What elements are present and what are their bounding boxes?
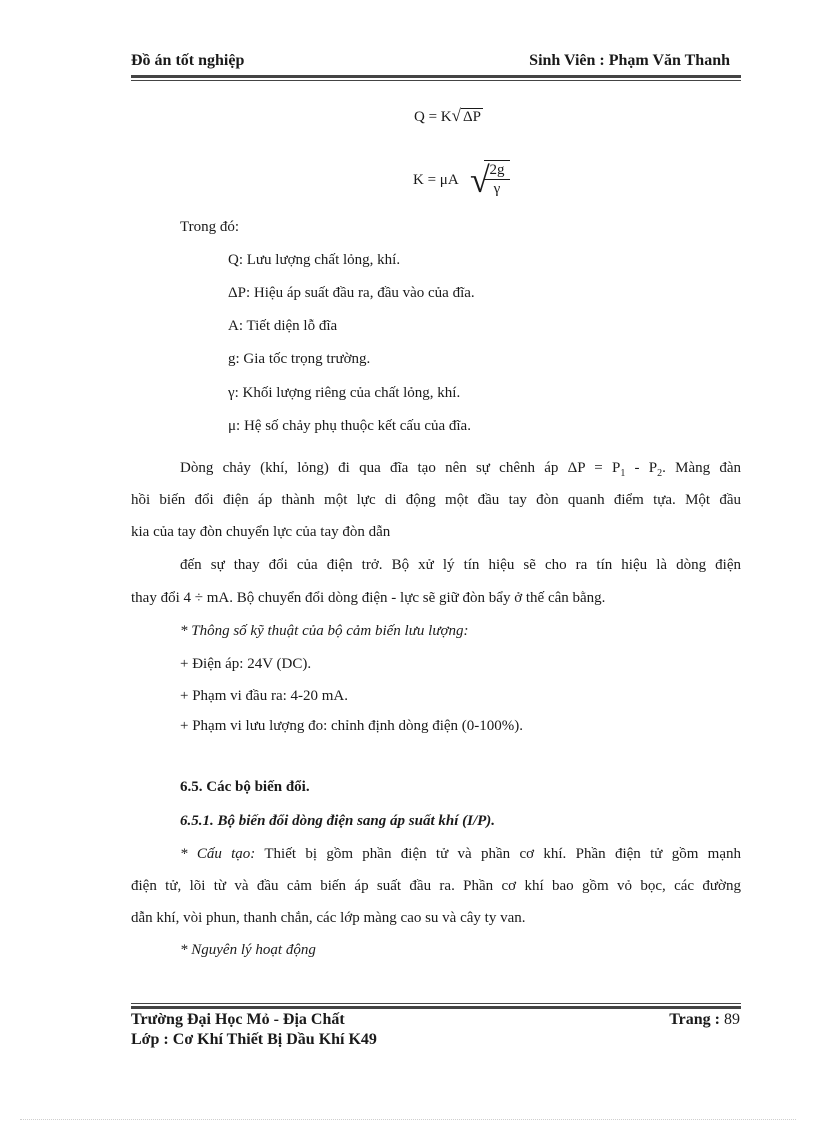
paragraph-line: dẫn khí, vòi phun, thanh chắn, các lớp màng cao su và cây ty van.: [131, 910, 526, 926]
legend-intro: Trong đó:: [180, 219, 240, 235]
formula-flow-lhs: Q = K: [414, 109, 452, 125]
paragraph-line: [180, 846, 741, 863]
legend-item: γ: Khối lượng riêng của chất lỏng, khí.: [228, 385, 461, 401]
paragraph-line: đến sự thay đổi của điện trở. Bộ xử lý tín hiệu sẽ cho ra tín hiệu là dòng điện: [180, 557, 741, 573]
paragraph-text: Thiết bị gồm phần điện tử và phần cơ khí. Phần điện tử gồm mạnh: [255, 846, 742, 862]
legend-item: Q: Lưu lượng chất lỏng, khí.: [228, 252, 401, 268]
paragraph-line: thay đổi 4 ÷ mA. Bộ chuyển đổi dòng điện - lực sẽ giữ đòn bẩy ở thế cân bằng.: [131, 590, 606, 606]
footer-rule-thin: [131, 1003, 741, 1004]
principle-label: * Nguyên lý hoạt động: [180, 942, 316, 958]
legend-item: μ: Hệ số chảy phụ thuộc kết cấu của đĩa.: [228, 418, 471, 434]
subsection-heading: 6.5.1. Bộ biến đổi dòng điện sang áp suất khí (I/P).: [180, 813, 496, 829]
page-number: 89: [724, 1011, 740, 1028]
subscript: 1: [620, 468, 626, 479]
specs-title: * Thông số kỹ thuật của bộ cảm biến lưu lượng:: [180, 623, 469, 639]
header-rule-thick: [131, 75, 741, 78]
footer-school: Trường Đại Học Mỏ - Địa Chất: [131, 1011, 345, 1028]
formula-coefficient-lhs: K = μA: [413, 172, 459, 188]
footer-class: Lớp : Cơ Khí Thiết Bị Dầu Khí K49: [131, 1031, 377, 1048]
paragraph-line: kia của tay đòn chuyển lực của tay đòn dẫn: [131, 524, 391, 540]
header-title: Đồ án tốt nghiệp: [131, 52, 245, 69]
page-edge-divider: [20, 1119, 796, 1120]
paragraph-line: hồi biến đổi điện áp thành một lực di động một đầu tay đòn quanh điểm tựa. Một đầu: [131, 492, 741, 508]
fraction-numerator: 2g: [484, 161, 510, 180]
paragraph-line: [180, 460, 741, 479]
formula-coefficient-fraction: [484, 160, 510, 198]
footer-rule-thick: [131, 1006, 741, 1009]
fraction-denominator: γ: [493, 181, 501, 197]
legend-item: A: Tiết diện lỗ đĩa: [228, 318, 338, 334]
header-author: Sinh Viên : Phạm Văn Thanh: [529, 52, 730, 69]
legend-item: ΔP: Hiệu áp suất đầu ra, đầu vào của đĩa.: [228, 285, 475, 301]
spec-item: + Điện áp: 24V (DC).: [180, 656, 312, 672]
legend-item: g: Gia tốc trọng trường.: [228, 351, 371, 367]
paragraph-text: Dòng chảy (khí, lỏng) đi qua đĩa tạo nên sự chênh áp ΔP = P: [180, 460, 621, 476]
header-rule-thin: [131, 80, 741, 81]
page-label: Trang :: [669, 1011, 724, 1028]
paragraph-line: điện tử, lõi từ và đầu cảm biến áp suất đầu ra. Phần cơ khí bao gồm vỏ bọc, các đường: [131, 878, 741, 894]
formula-flow: [414, 106, 483, 126]
section-heading: 6.5. Các bộ biến đổi.: [180, 779, 310, 795]
structure-label: * Cấu tạo:: [180, 846, 256, 862]
footer-page: [669, 1011, 740, 1029]
spec-item: + Phạm vi lưu lượng đo: chỉnh định dòng điện (0-100%).: [180, 718, 524, 734]
paragraph-text: . Màng đàn: [662, 460, 741, 476]
spec-item: + Phạm vi đầu ra: 4-20 mA.: [180, 688, 349, 704]
subscript: 2: [657, 468, 663, 479]
formula-flow-radicand: ΔP: [462, 109, 481, 125]
paragraph-text: - P: [625, 460, 658, 476]
sqrt-sign: √: [451, 106, 461, 125]
sqrt-sign-large: √: [470, 160, 490, 200]
